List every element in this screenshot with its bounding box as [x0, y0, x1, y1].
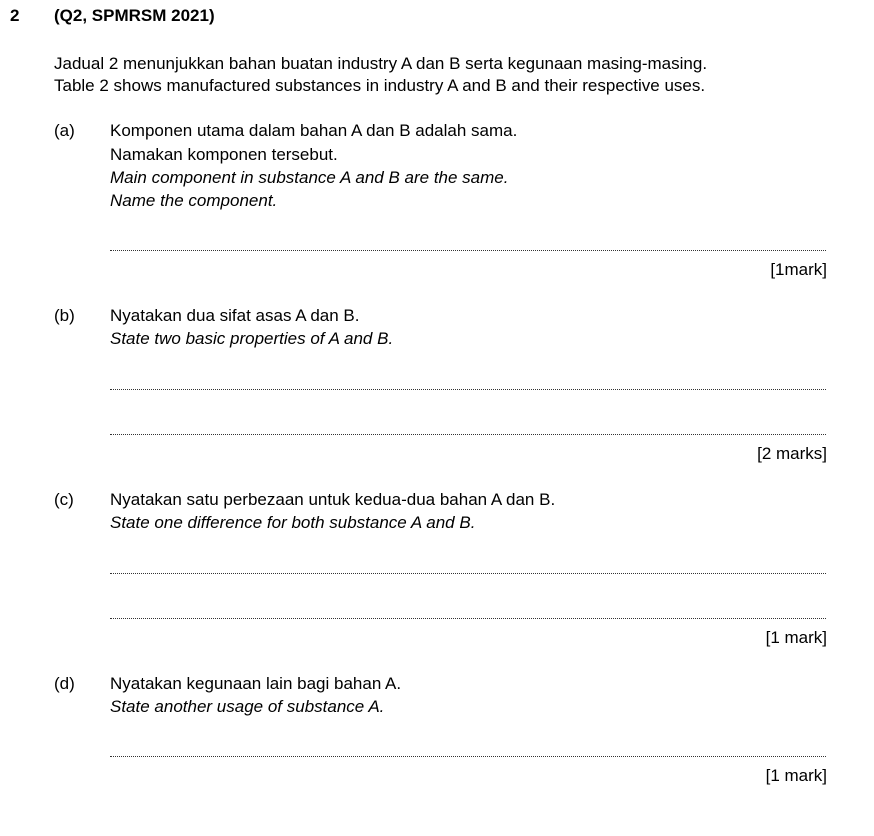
answer-line-c2[interactable]: [110, 618, 826, 619]
answer-line-c1[interactable]: [110, 573, 826, 574]
part-c-label: (c): [54, 490, 74, 509]
part-c-english-line1: State one difference for both substance A and B.: [110, 513, 476, 532]
part-d-marks: [1 mark]: [765, 766, 827, 785]
part-b-marks: [2 marks]: [757, 444, 827, 463]
part-a-marks: [1mark]: [770, 260, 827, 279]
part-b-label: (b): [54, 306, 75, 325]
part-a-english-line2: Name the component.: [110, 191, 278, 210]
question-number: 2: [10, 6, 20, 25]
part-c-marks: [1 mark]: [765, 628, 827, 647]
part-d-english-line1: State another usage of substance A.: [110, 697, 385, 716]
intro-english: Table 2 shows manufactured substances in industry A and B and their respective uses.: [54, 76, 706, 95]
part-b-english-line1: State two basic properties of A and B.: [110, 329, 394, 348]
part-b-malay-line1: Nyatakan dua sifat asas A dan B.: [110, 306, 360, 325]
answer-line-a1[interactable]: [110, 250, 826, 251]
part-a-label: (a): [54, 121, 75, 140]
part-a-english-line1: Main component in substance A and B are the same.: [110, 168, 509, 187]
part-d-malay-line1: Nyatakan kegunaan lain bagi bahan A.: [110, 674, 402, 693]
intro-malay: Jadual 2 menunjukkan bahan buatan industry A dan B serta kegunaan masing-masing.: [54, 54, 708, 73]
answer-line-b1[interactable]: [110, 389, 826, 390]
part-d-label: (d): [54, 674, 75, 693]
answer-line-d1[interactable]: [110, 756, 826, 757]
part-a-malay-line2: Namakan komponen tersebut.: [110, 145, 338, 164]
answer-line-b2[interactable]: [110, 434, 826, 435]
question-source: (Q2, SPMRSM 2021): [54, 6, 215, 25]
part-a-malay-line1: Komponen utama dalam bahan A dan B adalah sama.: [110, 121, 518, 140]
part-c-malay-line1: Nyatakan satu perbezaan untuk kedua-dua bahan A dan B.: [110, 490, 556, 509]
